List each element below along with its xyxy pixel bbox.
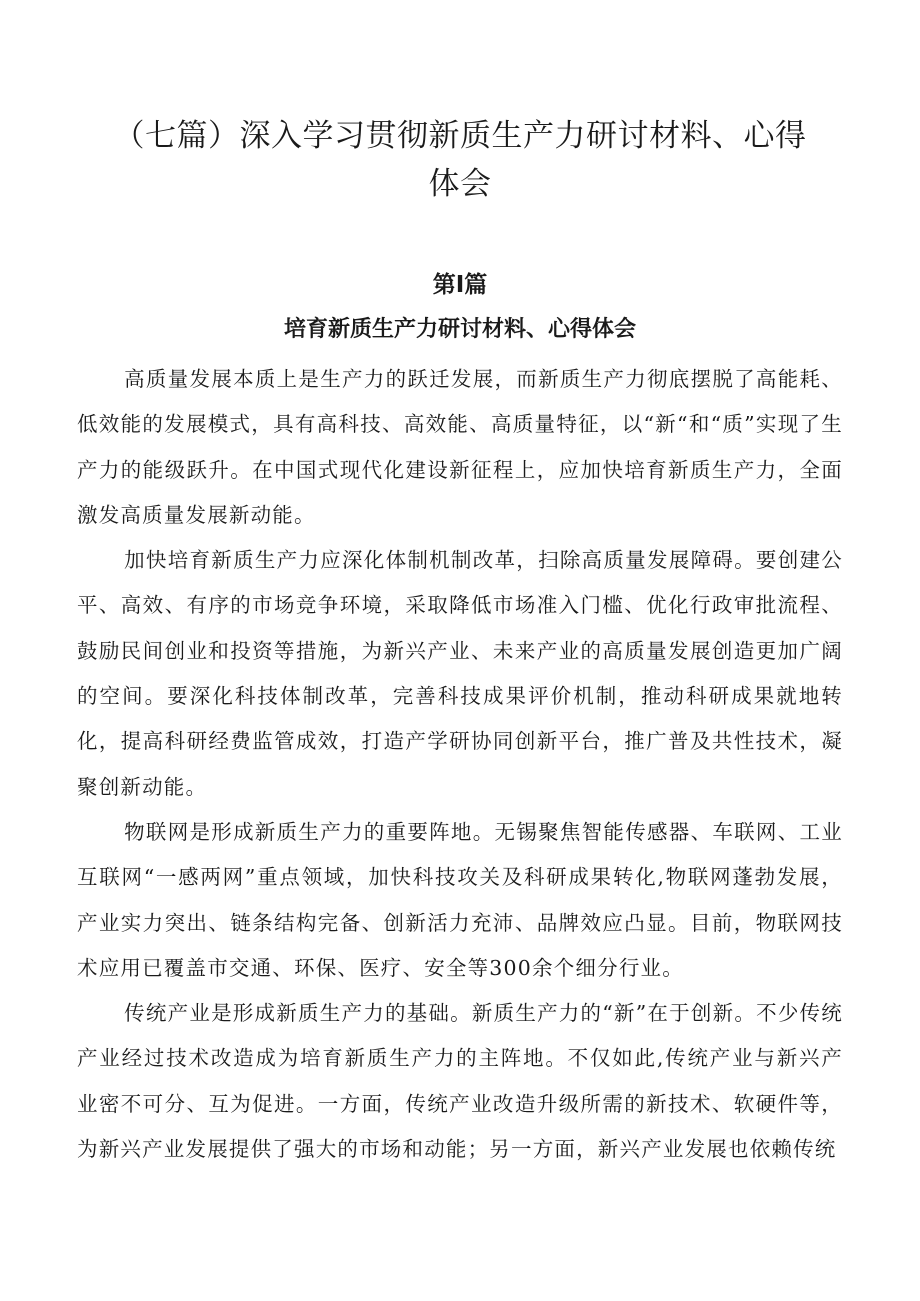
paragraph: 高质量发展本质上是生产力的跃迁发展，而新质生产力彻底摆脱了高能耗、低效能的发展模式，具有高科技、高效能、高质量特征，以“新“和“质”实现了生产力的能级跃升。在中国式现代化建设新征程上，应加快培育新质生产力，全面激发高质量发展新动能。 (77, 367, 843, 527)
document-title: （七篇）深入学习贯彻新质生产力研讨材料、心得体会 (113, 118, 807, 202)
paragraph: 加快培育新质生产力应深化体制机制改革，扫除高质量发展障碍。要创建公平、高效、有序的市场竞争环境，采取降低市场准入门槛、优化行政审批流程、鼓励民间创业和投资等措施，为新兴产业、未来产业的高质量发展创造更加广阔的空间。要深化科技体制改革，完善科技成果评价机制，推动科研成果就地转化，提高科研经费监管成效，打造产学研协同创新平台，推广普及共性技术，凝聚创新动能。 (77, 548, 843, 799)
paragraph: 传统产业是形成新质生产力的基础。新质生产力的“新”在于创新。不少传统产业经过技术改造成为培育新质生产力的主阵地。不仅如此,传统产业与新兴产业密不可分、互为促进。一方面，传统产业改造升级所需的新技术、软硬件等，为新兴产业发展提供了强大的市场和动能；另一方面，新兴产业发展也依赖传统 (77, 1001, 843, 1162)
paragraph: 物联网是形成新质生产力的重要阵地。无锡聚焦智能传感器、车联网、工业互联网“一感两网”重点领域，加快科技攻关及科研成果转化,物联网蓬勃发展，产业实力突出、链条结构完备、创新活力充沛、品牌效应凸显。目前，物联网技术应用已覆盖市交通、环保、医疗、安全等300余个细分行业。 (77, 819, 843, 980)
document-body (77, 357, 843, 1172)
section-label: 第Ⅰ篇 (432, 272, 488, 298)
section-title: 培育新质生产力研讨材料、心得体会 (283, 317, 636, 342)
